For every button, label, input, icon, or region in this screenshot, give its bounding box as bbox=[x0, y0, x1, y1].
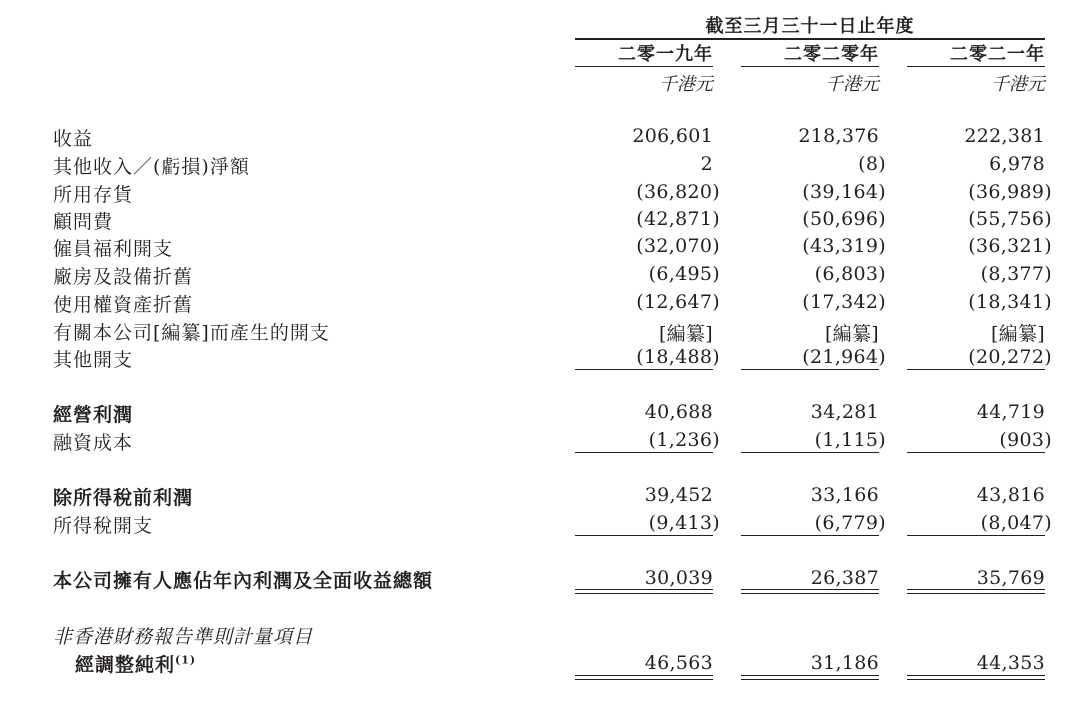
value-2021: 222,381 bbox=[964, 125, 1045, 147]
value-2020: (50,696) bbox=[802, 208, 886, 230]
subtotal-line bbox=[907, 369, 1045, 370]
value-2021: (20,272) bbox=[968, 346, 1052, 368]
row-label: 僱員福利開支 bbox=[53, 238, 174, 260]
value-2019: (36,820) bbox=[636, 181, 720, 203]
subtotal-line bbox=[907, 535, 1045, 536]
row-label: 收益 bbox=[53, 128, 94, 150]
year-underline bbox=[741, 66, 879, 67]
value-2021: 44,719 bbox=[976, 401, 1045, 423]
value-2020: (6,803) bbox=[814, 263, 886, 285]
double-underline bbox=[575, 589, 713, 594]
value-2021: (36,321) bbox=[968, 235, 1052, 257]
value-2020: 218,376 bbox=[798, 125, 879, 147]
double-underline bbox=[907, 589, 1045, 594]
value-2019: [編纂] bbox=[658, 323, 713, 345]
row-label: 廠房及設備折舊 bbox=[53, 266, 194, 288]
value-2021: (18,341) bbox=[968, 291, 1052, 313]
subtotal-line bbox=[575, 452, 713, 453]
value-2021: (8,047) bbox=[980, 512, 1052, 534]
double-underline bbox=[741, 589, 879, 594]
row-label: 所用存貨 bbox=[53, 184, 134, 206]
subtotal-line bbox=[741, 452, 879, 453]
row-label: 其他收入／(虧損)淨額 bbox=[53, 156, 250, 178]
year-header-2021: 二零二一年 bbox=[950, 44, 1045, 65]
value-2019: (32,070) bbox=[636, 235, 720, 257]
row-label: 除所得稅前利潤 bbox=[53, 487, 194, 509]
value-2020: (39,164) bbox=[802, 181, 886, 203]
row-label: 經營利潤 bbox=[53, 404, 134, 426]
year-header-2019: 二零一九年 bbox=[618, 44, 713, 65]
value-2021: 44,353 bbox=[976, 652, 1045, 674]
double-underline bbox=[575, 675, 713, 680]
value-2019: (1,236) bbox=[648, 429, 720, 451]
value-2019: 206,601 bbox=[632, 125, 713, 147]
value-2020: (6,779) bbox=[814, 512, 886, 534]
subtotal-line bbox=[741, 535, 879, 536]
footnote-marker: (1) bbox=[175, 653, 197, 667]
value-2020: (17,342) bbox=[802, 291, 886, 313]
value-2019: (6,495) bbox=[648, 263, 720, 285]
value-2021: (36,989) bbox=[968, 181, 1052, 203]
value-2021: 6,978 bbox=[989, 153, 1045, 175]
subtotal-line bbox=[575, 369, 713, 370]
subtotal-line bbox=[907, 452, 1045, 453]
value-2020: (8) bbox=[858, 153, 886, 175]
value-2019: 40,688 bbox=[644, 401, 713, 423]
value-2019: (18,488) bbox=[636, 346, 720, 368]
value-2020: (21,964) bbox=[802, 346, 886, 368]
value-2021: [編纂] bbox=[990, 323, 1045, 345]
subtotal-line bbox=[575, 535, 713, 536]
value-2021: (55,756) bbox=[968, 208, 1052, 230]
row-label: 顧問費 bbox=[53, 211, 114, 233]
adjusted-net-profit-label bbox=[75, 650, 196, 677]
year-header-2020: 二零二零年 bbox=[784, 44, 879, 65]
value-2019: (12,647) bbox=[636, 291, 720, 313]
subtotal-line bbox=[741, 369, 879, 370]
value-2021: (8,377) bbox=[980, 263, 1052, 285]
adjusted-net-profit-text: 經調整純利 bbox=[75, 654, 176, 676]
non-hkfrs-heading: 非香港財務報告準則計量項目 bbox=[53, 626, 314, 648]
value-2021: 35,769 bbox=[976, 567, 1045, 589]
row-label: 使用權資產折舊 bbox=[53, 294, 194, 316]
row-label: 有關本公司[編纂]而產生的開支 bbox=[53, 322, 330, 344]
value-2019: 2 bbox=[700, 153, 713, 175]
value-2019: 46,563 bbox=[644, 652, 713, 674]
value-2020: 33,166 bbox=[810, 484, 879, 506]
value-2021: 43,816 bbox=[976, 484, 1045, 506]
row-label: 本公司擁有人應佔年內利潤及全面收益總額 bbox=[53, 570, 434, 592]
value-2020: (43,319) bbox=[802, 235, 886, 257]
value-2020: [編纂] bbox=[824, 323, 879, 345]
unit-label: 千港元 bbox=[825, 74, 879, 95]
value-2020: 26,387 bbox=[810, 567, 879, 589]
value-2019: (9,413) bbox=[648, 512, 720, 534]
period-header: 截至三月三十一日止年度 bbox=[705, 16, 915, 37]
value-2019: 39,452 bbox=[644, 484, 713, 506]
value-2020: 31,186 bbox=[810, 652, 879, 674]
year-underline bbox=[907, 66, 1045, 67]
row-label: 所得稅開支 bbox=[53, 515, 154, 537]
unit-label: 千港元 bbox=[991, 74, 1045, 95]
row-label: 融資成本 bbox=[53, 432, 134, 454]
double-underline bbox=[741, 675, 879, 680]
row-label: 其他開支 bbox=[53, 349, 134, 371]
value-2019: 30,039 bbox=[644, 567, 713, 589]
unit-label: 千港元 bbox=[659, 74, 713, 95]
value-2020: (1,115) bbox=[814, 429, 886, 451]
value-2020: 34,281 bbox=[810, 401, 879, 423]
year-underline bbox=[575, 66, 713, 67]
double-underline bbox=[907, 675, 1045, 680]
value-2019: (42,871) bbox=[636, 208, 720, 230]
value-2021: (903) bbox=[999, 429, 1052, 451]
